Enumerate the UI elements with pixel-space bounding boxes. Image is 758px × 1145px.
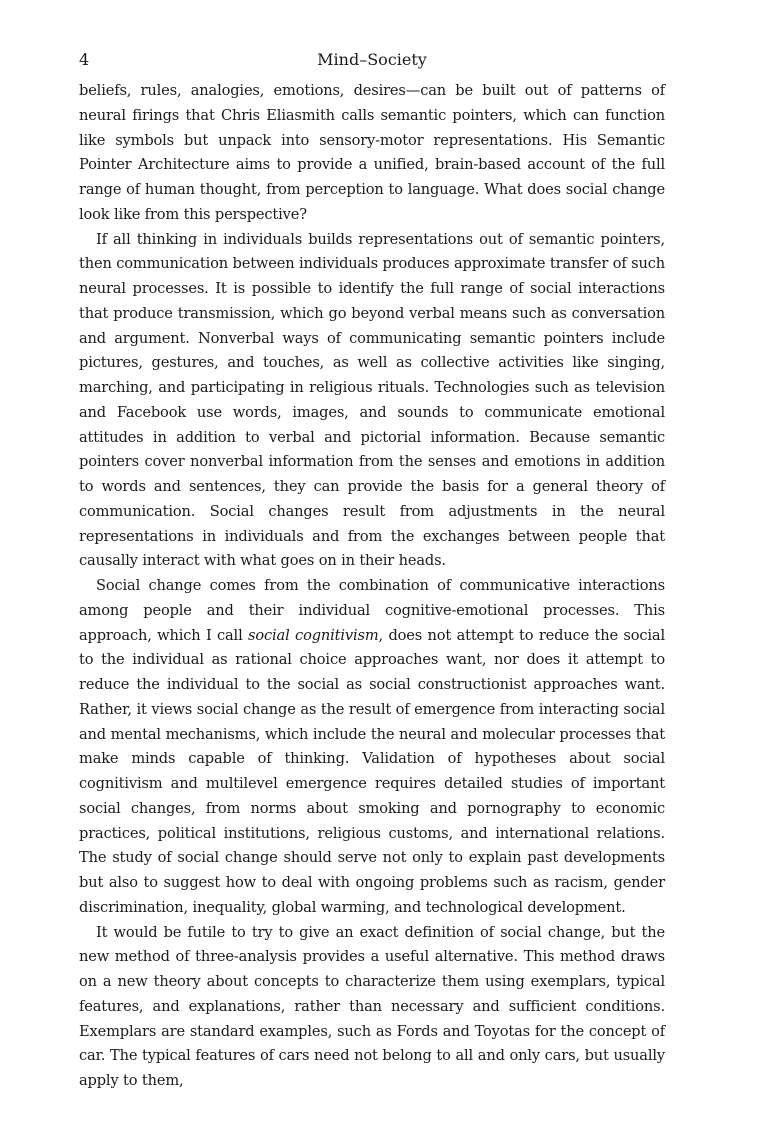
running-head bbox=[79, 46, 665, 74]
text-segment: Social change comes from the combination of communicative interactions among people and their individual cognitive-emotional processes. This approach, which I call bbox=[79, 577, 665, 644]
paragraph bbox=[79, 574, 665, 921]
paragraph bbox=[79, 228, 665, 575]
page-number: 4 bbox=[79, 50, 90, 69]
emphasized-term: social cognitivism bbox=[248, 626, 379, 644]
paragraph bbox=[79, 921, 665, 1094]
body-text bbox=[79, 79, 665, 1094]
text-segment: If all thinking in individuals builds representations out of semantic pointers, then communication between individuals produces approximate transfer of such neural processes. It is possible to identify the full range of social interactions that produce transmission, which go beyond verbal means such as conversation and argument. Nonverbal ways of communicating semantic pointers include pictures, gestures, and touches, as well as collective activities like singing, marching, and participating in religious rituals. Technologies such as television and Facebook use words, images, and sounds to communicate emotional attitudes in addition to verbal and pictorial information. Because semantic pointers cover nonverbal information from the senses and emotions in addition to words and sentences, they can provide the basis for a general theory of communication. Social changes result from adjustments in the neural representations in individuals and from the exchanges between people that causally interact with what goes on in their heads. bbox=[79, 230, 665, 570]
text-segment: It would be futile to try to give an exact definition of social change, but the new method of three-analysis provides a useful alternative. This method draws on a new theory about concepts to characterize them using exemplars, typical features, and explanations, rather than necessary and sufficient conditions. Exemplars are standard examples, such as Fords and Toyotas for the concept of car. The typical features of cars need not belong to all and only cars, but usually apply to them, bbox=[79, 923, 665, 1089]
text-segment: , does not attempt to reduce the social to the individual as rational choice approaches want, nor does it attempt to reduce the individual to the social as social constructionist approaches want. Rather, it views social change as the result of emergence from interacting social and mental mechanisms, which include the neural and molecular processes that make minds capable of thinking. Validation of hypotheses about social cognitivism and multilevel emergence requires detailed studies of important social changes, from norms about smoking and pornography to economic practices, political institutions, religious customs, and international relations. The study of social change should serve not only to explain past developments but also to suggest how to deal with ongoing problems such as racism, gender discrimination, inequality, global warming, and technological development. bbox=[79, 626, 665, 916]
paragraph bbox=[79, 79, 665, 228]
text-segment: beliefs, rules, analogies, emotions, desires—can be built out of patterns of neural firings that Chris Eliasmith calls semantic pointers, which can function like symbols but unpack into sensory-motor representations. His Semantic Pointer Architecture aims to provide a unified, brain-based account of the full range of human thought, from perception to language. What does social change look like from this perspective? bbox=[79, 82, 665, 223]
running-title: Mind–Society bbox=[317, 50, 427, 69]
